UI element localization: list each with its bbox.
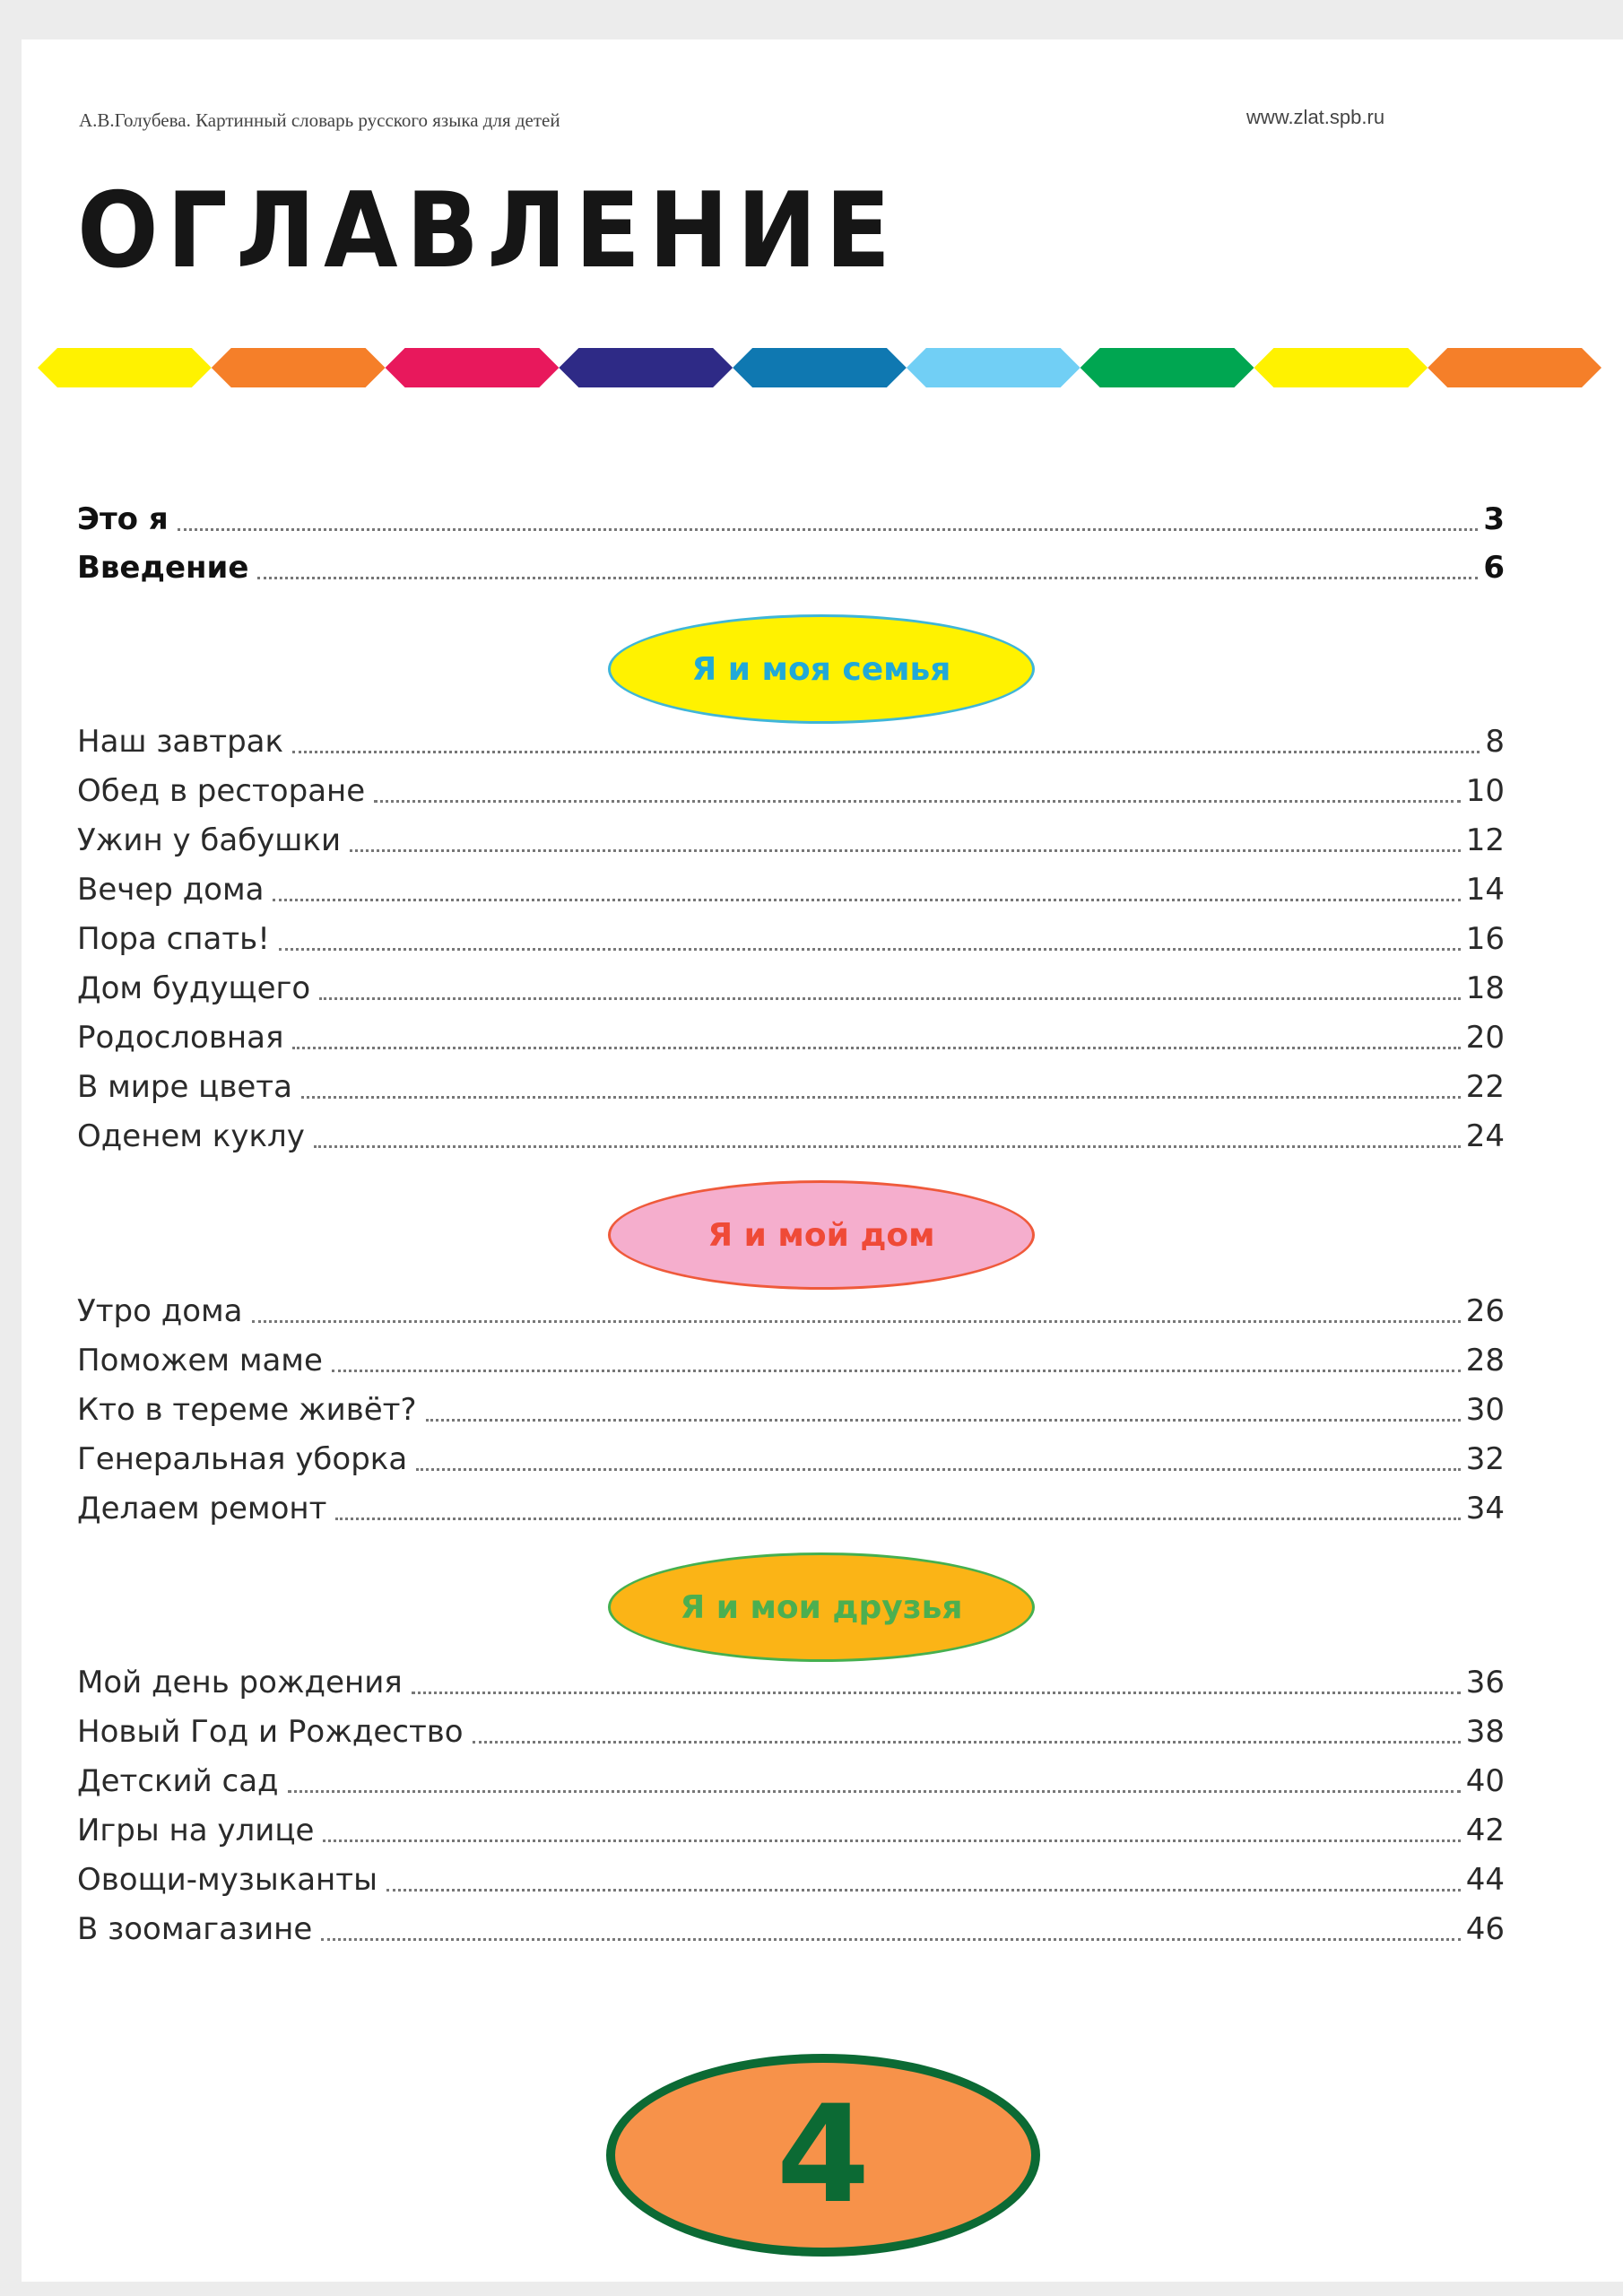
toc-item-label: Мой день рождения [77, 1665, 403, 1700]
ribbon-segment [907, 348, 1081, 387]
toc-item-page: 12 [1465, 822, 1505, 858]
toc-item[interactable] [77, 769, 1505, 813]
toc-item-label: Новый Год и Рождество [77, 1714, 464, 1750]
toc-item-page: 10 [1465, 773, 1505, 809]
header-author-line: А.В.Голубева. Картинный словарь русского языка для детей [79, 109, 560, 131]
toc-leader-dots [386, 1889, 1461, 1892]
toc-item-label: Пора спать! [77, 921, 270, 957]
toc-leader-dots [350, 849, 1461, 852]
toc-item[interactable] [77, 1709, 1505, 1754]
toc-item-label: Дом будущего [77, 970, 311, 1006]
toc-leader-dots [288, 1790, 1461, 1793]
ribbon-segment [733, 348, 907, 387]
toc-leader-dots [473, 1741, 1461, 1744]
toc-leader-dots [314, 1145, 1461, 1148]
color-ribbon [38, 343, 1601, 393]
toc-item[interactable] [77, 1759, 1505, 1804]
toc-item[interactable] [77, 966, 1505, 1011]
ribbon-segment [559, 348, 733, 387]
toc-item[interactable] [77, 1857, 1505, 1902]
toc-item-page: 38 [1465, 1714, 1505, 1750]
toc-item[interactable] [77, 917, 1505, 961]
toc-item-page: 26 [1465, 1293, 1505, 1329]
toc-item-label: Ужин у бабушки [77, 822, 342, 858]
toc-leader-dots [323, 1839, 1460, 1842]
toc-item-page: 18 [1465, 970, 1505, 1006]
toc-item[interactable] [77, 1114, 1505, 1159]
toc-item[interactable] [77, 1289, 1505, 1334]
section-heading-home [608, 1180, 1035, 1290]
toc-item[interactable] [77, 1015, 1505, 1060]
toc-leader-dots [319, 997, 1461, 1000]
toc-leader-dots [332, 1370, 1461, 1372]
toc-item-label: Овощи-музыканты [77, 1862, 378, 1898]
toc-item[interactable] [77, 1660, 1505, 1705]
toc-item-page: 30 [1465, 1392, 1505, 1428]
toc-leader-dots [292, 751, 1480, 753]
toc-item-page: 14 [1465, 872, 1505, 908]
toc-item-label: Обед в ресторане [77, 773, 366, 809]
toc-item[interactable] [77, 818, 1505, 863]
toc-item[interactable] [77, 719, 1505, 764]
toc-item[interactable] [77, 1065, 1505, 1109]
toc-item[interactable] [77, 1907, 1505, 1952]
ribbon-segment [1081, 348, 1254, 387]
section-heading-family [608, 614, 1035, 724]
toc-leader-dots [426, 1419, 1461, 1422]
ribbon-segment [1254, 348, 1428, 387]
toc-item-page: 22 [1465, 1069, 1505, 1105]
toc-leader-dots [335, 1518, 1460, 1520]
ribbon-segment [38, 348, 212, 387]
toc-item-label: Кто в тереме живёт? [77, 1392, 417, 1428]
toc-item-label: Вечер дома [77, 872, 265, 908]
toc-item-label: Утро дома [77, 1293, 243, 1329]
toc-item-page: 34 [1465, 1491, 1505, 1526]
section-heading-label: Я и мой дом [707, 1216, 935, 1254]
toc-leader-dots [252, 1320, 1461, 1323]
toc-leader-dots [412, 1692, 1461, 1694]
toc-item-label: В мире цвета [77, 1069, 292, 1105]
toc-item-page: 44 [1465, 1862, 1505, 1898]
toc-item-label: В зоомагазине [77, 1911, 313, 1947]
toc-item-label: Детский сад [77, 1763, 279, 1799]
toc-leader-dots [257, 577, 1478, 579]
toc-item-page: 42 [1465, 1813, 1505, 1848]
toc-leader-dots [321, 1938, 1460, 1941]
ribbon-segment [386, 348, 560, 387]
header-website: www.zlat.spb.ru [1246, 106, 1385, 128]
page-number-badge [606, 2054, 1040, 2257]
toc-item-label: Оденем куклу [77, 1118, 305, 1154]
toc-item-page: 46 [1465, 1911, 1505, 1947]
toc-item[interactable] [77, 1808, 1505, 1853]
toc-item-page: 40 [1465, 1763, 1505, 1799]
section-heading-label: Я и мои друзья [680, 1588, 963, 1626]
toc-item-intro[interactable] [77, 545, 1505, 590]
toc-item-label: Генеральная уборка [77, 1441, 408, 1477]
toc-item-page: 24 [1465, 1118, 1505, 1154]
toc-item-label: Делаем ремонт [77, 1491, 327, 1526]
toc-item-intro[interactable] [77, 497, 1505, 542]
toc-item-page: 6 [1483, 550, 1505, 586]
page-number: 4 [776, 2077, 871, 2233]
ribbon-segment [1428, 348, 1601, 387]
toc-item-label: Введение [77, 550, 249, 586]
toc-item-label: Это я [77, 501, 169, 537]
toc-item[interactable] [77, 1338, 1505, 1383]
ribbon-segment [212, 348, 386, 387]
toc-item-page: 36 [1465, 1665, 1505, 1700]
toc-item-label: Родословная [77, 1020, 284, 1056]
toc-leader-dots [178, 528, 1479, 531]
toc-item[interactable] [77, 1486, 1505, 1531]
toc-leader-dots [292, 1047, 1460, 1049]
toc-leader-dots [416, 1468, 1461, 1471]
toc-item-page: 32 [1465, 1441, 1505, 1477]
toc-item-page: 3 [1483, 501, 1505, 537]
toc-item[interactable] [77, 867, 1505, 912]
section-heading-friends [608, 1552, 1035, 1662]
section-heading-label: Я и моя семья [691, 650, 951, 688]
toc-leader-dots [273, 899, 1460, 901]
toc-item-page: 8 [1485, 724, 1505, 760]
toc-item-page: 28 [1465, 1343, 1505, 1378]
toc-item-label: Поможем маме [77, 1343, 323, 1378]
toc-item-label: Игры на улице [77, 1813, 315, 1848]
toc-leader-dots [279, 948, 1461, 951]
page-title: ОГЛАВЛЕНИЕ [77, 170, 899, 291]
toc-item[interactable] [77, 1387, 1505, 1432]
toc-leader-dots [301, 1096, 1461, 1099]
toc-item-page: 20 [1465, 1020, 1505, 1056]
toc-leader-dots [374, 800, 1461, 803]
toc-item-label: Наш завтрак [77, 724, 284, 760]
toc-item-page: 16 [1465, 921, 1505, 957]
toc-item[interactable] [77, 1437, 1505, 1482]
